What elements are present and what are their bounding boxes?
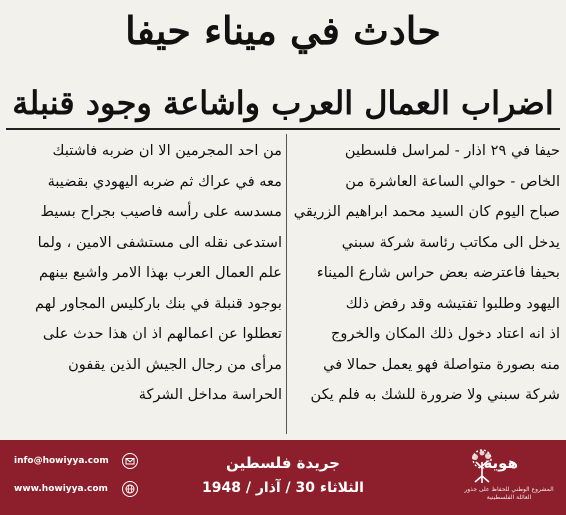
text-line: شركة سبني ولا ضرورة للشك به فلم يكن — [310, 386, 560, 403]
text-line: استدعى نقله الى مستشفى الامين ، ولما — [37, 233, 282, 251]
headline-rule — [6, 128, 560, 130]
text-line: من احد المجرمين الا ان ضربه فاشتبك — [52, 142, 282, 159]
text-line: حيفا في ٢٩ اذار - لمراسل فلسطين — [344, 142, 560, 159]
text-line: علم العمال العرب بهذا الامر واشيع بينهم — [38, 264, 282, 281]
website-link[interactable]: www.howiyya.com — [14, 484, 108, 494]
logo-subtitle: المشروع الوطني للحفاظ على جذور العائلة الفلسطينية — [464, 486, 554, 501]
article-column-left — [6, 136, 282, 411]
bleed-through-text — [0, 46, 566, 65]
text-line: منه بصورة متواصلة فهو يعمل حمالا في — [323, 355, 560, 373]
text-line: تعطلوا عن اعمالهم اذ ان هذا حدث على — [42, 325, 282, 342]
email-link[interactable]: info@howiyya.com — [14, 456, 109, 466]
footer-banner — [0, 440, 566, 515]
text-line: الحراسة مداخل الشركة — [138, 386, 282, 403]
logo-wordmark: هوية — [483, 454, 518, 472]
article-column-right — [278, 136, 560, 411]
text-line: بحيفا فاعترضه بعض حراس شارع الميناء — [316, 264, 560, 281]
source-name: جريدة فلسطين — [226, 454, 340, 472]
email-icon — [122, 453, 138, 469]
text-line: اليهود وطلبوا تفتيشه وقد رفض ذلك — [345, 294, 560, 312]
text-line: صباح اليوم كان السيد محمد ابراهيم الزريقي — [293, 203, 560, 220]
text-line: مسدسه على رأسه فاصيب بجراح بسيط — [40, 203, 282, 220]
column-divider — [286, 134, 287, 434]
text-line: اذ انه اعتاد دخول ذلك المكان والخروج — [331, 325, 560, 342]
article-headline: حادث في ميناء حيفا — [125, 8, 441, 53]
text-line: معه في عراك ثم ضربه اليهودي بقضيبة — [47, 172, 282, 190]
source-date: الثلاثاء 30 / آذار / 1948 — [202, 480, 364, 496]
text-line: مرأى من رجال الجيش الذين يقفون — [68, 355, 282, 373]
howiyya-logo — [466, 446, 558, 510]
text-line: يدخل الى مكاتب رئاسة شركة سبني — [341, 233, 560, 251]
article-subheadline: اضراب العمال العرب واشاعة وجود قنبلة — [12, 84, 554, 122]
text-line: الخاص - حوالي الساعة العاشرة من — [345, 172, 560, 190]
text-line: بوجود قنبلة في بنك باركليس المجاور لهم — [35, 294, 282, 312]
globe-icon — [122, 481, 138, 497]
